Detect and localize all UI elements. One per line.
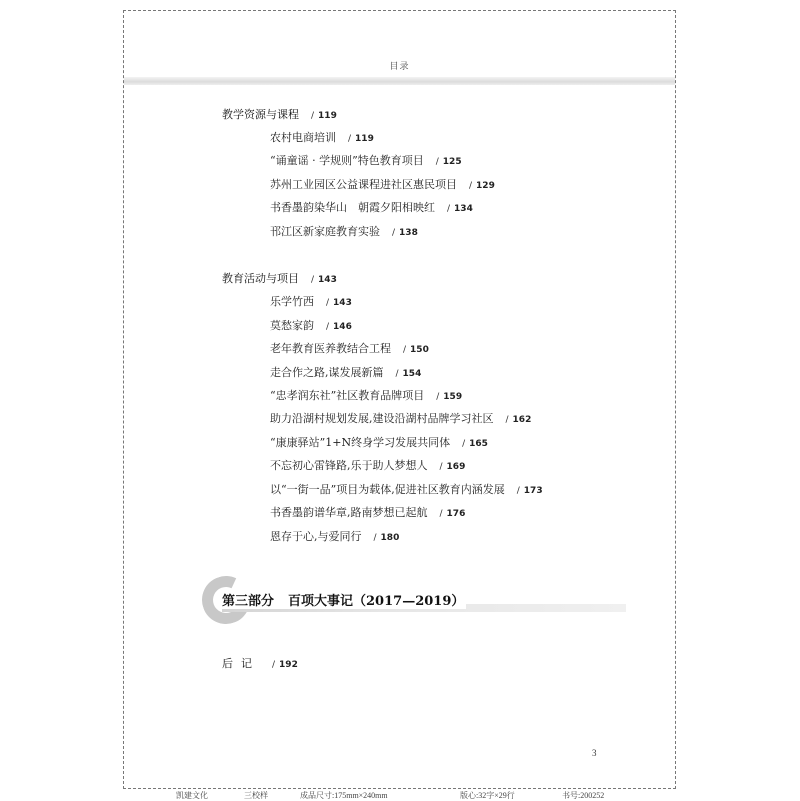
section-title: 教育活动与项目	[222, 272, 299, 285]
page-number: 165	[469, 439, 488, 449]
toc-entry[interactable]: 农村电商培训 / 119	[270, 131, 374, 144]
toc-entry[interactable]: 恩存于心,与爱同行 / 180	[270, 530, 400, 543]
entry-title: 不忘初心雷锋路,乐于助人梦想人	[270, 459, 428, 472]
entry-title: 以“一街一品”项目为载体,促进社区教育内涵发展	[270, 483, 505, 496]
toc-entry[interactable]: 不忘初心雷锋路,乐于助人梦想人 / 169	[270, 459, 466, 472]
entry-title: 书香墨韵染华山 朝霞夕阳相映红	[270, 201, 435, 214]
slug-proof: 三校样	[244, 791, 268, 800]
part-label: 第三部分	[222, 594, 275, 609]
afterword-entry[interactable]: 后记 / 192	[222, 657, 298, 670]
toc-entry[interactable]: 走合作之路,谋发展新篇 / 154	[270, 366, 422, 379]
toc-entry[interactable]: 邗江区新家庭教育实验 / 138	[270, 225, 418, 238]
printer-slug	[0, 790, 800, 800]
header-band	[124, 77, 675, 85]
part-three-banner[interactable]	[200, 576, 630, 626]
toc-entry[interactable]: 乐学竹西 / 143	[270, 295, 352, 308]
entry-title: 恩存于心,与爱同行	[270, 530, 362, 543]
page-separator: /	[311, 275, 315, 285]
afterword-title: 后记	[222, 657, 260, 670]
page-number: 150	[410, 345, 429, 355]
part-name: 百项大事记（2017—2019）	[288, 594, 465, 609]
entry-title: “诵童谣 · 学规则”特色教育项目	[270, 154, 424, 167]
toc-entry[interactable]: 苏州工业园区公益课程进社区惠民项目 / 129	[270, 178, 495, 191]
page-number: 143	[333, 298, 352, 308]
part-three-title	[220, 590, 466, 609]
running-head: 目录	[389, 62, 410, 72]
entry-title: “忠孝润东社”社区教育品牌项目	[270, 389, 425, 402]
page-number: 162	[512, 415, 532, 425]
page-number: 143	[318, 275, 337, 285]
page-number: 173	[523, 486, 543, 496]
entry-title: 苏州工业园区公益课程进社区惠民项目	[270, 178, 457, 191]
page-number: 146	[333, 322, 352, 332]
page-number: 125	[442, 157, 462, 167]
page-number: 138	[399, 228, 418, 238]
entry-title: “康康驿站”1+N终身学习发展共同体	[270, 436, 451, 449]
page-number: 169	[446, 462, 466, 472]
toc-entry[interactable]: 老年教育医养教结合工程 / 150	[270, 342, 429, 355]
page-separator: /	[311, 111, 315, 121]
entry-title: 邗江区新家庭教育实验	[270, 225, 380, 238]
slug-type-area: 版心:32字×29行	[460, 791, 515, 800]
page-number: 119	[355, 134, 374, 144]
slug-publisher: 凯建文化	[176, 791, 208, 800]
page-number: 134	[454, 204, 473, 214]
page-number: 129	[476, 181, 495, 191]
toc-entry[interactable]: 以“一街一品”项目为载体,促进社区教育内涵发展 / 173	[270, 483, 543, 496]
toc-entry[interactable]: “忠孝润东社”社区教育品牌项目 / 159	[270, 389, 463, 402]
toc-entry[interactable]: 书香墨韵染华山 朝霞夕阳相映红 / 134	[270, 201, 473, 214]
toc-entry[interactable]: “诵童谣 · 学规则”特色教育项目 / 125	[270, 154, 462, 167]
entry-title: 莫愁家韵	[270, 319, 314, 332]
entry-title: 老年教育医养教结合工程	[270, 342, 391, 355]
entry-title: 书香墨韵谱华章,路南梦想已起航	[270, 506, 428, 519]
entry-title: 农村电商培训	[270, 131, 336, 144]
entry-title: 助力沿湖村规划发展,建设沿湖村品牌学习社区	[270, 412, 494, 425]
folio-page-number: 3	[592, 748, 597, 758]
entry-title: 乐学竹西	[270, 295, 314, 308]
toc-section-heading[interactable]	[222, 106, 337, 122]
page-number: 176	[446, 509, 466, 519]
page-number: 119	[318, 111, 337, 121]
page-number: 192	[279, 660, 298, 670]
entry-title: 走合作之路,谋发展新篇	[270, 366, 384, 379]
slug-book-number: 书号:200252	[562, 791, 605, 800]
page-number: 154	[402, 369, 422, 379]
toc-entry[interactable]: 助力沿湖村规划发展,建设沿湖村品牌学习社区 / 162	[270, 412, 532, 425]
page-number: 180	[380, 533, 400, 543]
toc-entry[interactable]: “康康驿站”1+N终身学习发展共同体 / 165	[270, 436, 488, 449]
toc-section-heading[interactable]	[222, 270, 337, 286]
section-title: 教学资源与课程	[222, 108, 299, 121]
toc-entry[interactable]: 莫愁家韵 / 146	[270, 319, 352, 332]
slug-trim-size: 成品尺寸:175mm×240mm	[300, 791, 388, 800]
page-number: 159	[443, 392, 463, 402]
toc-entry[interactable]: 书香墨韵谱华章,路南梦想已起航 / 176	[270, 506, 466, 519]
